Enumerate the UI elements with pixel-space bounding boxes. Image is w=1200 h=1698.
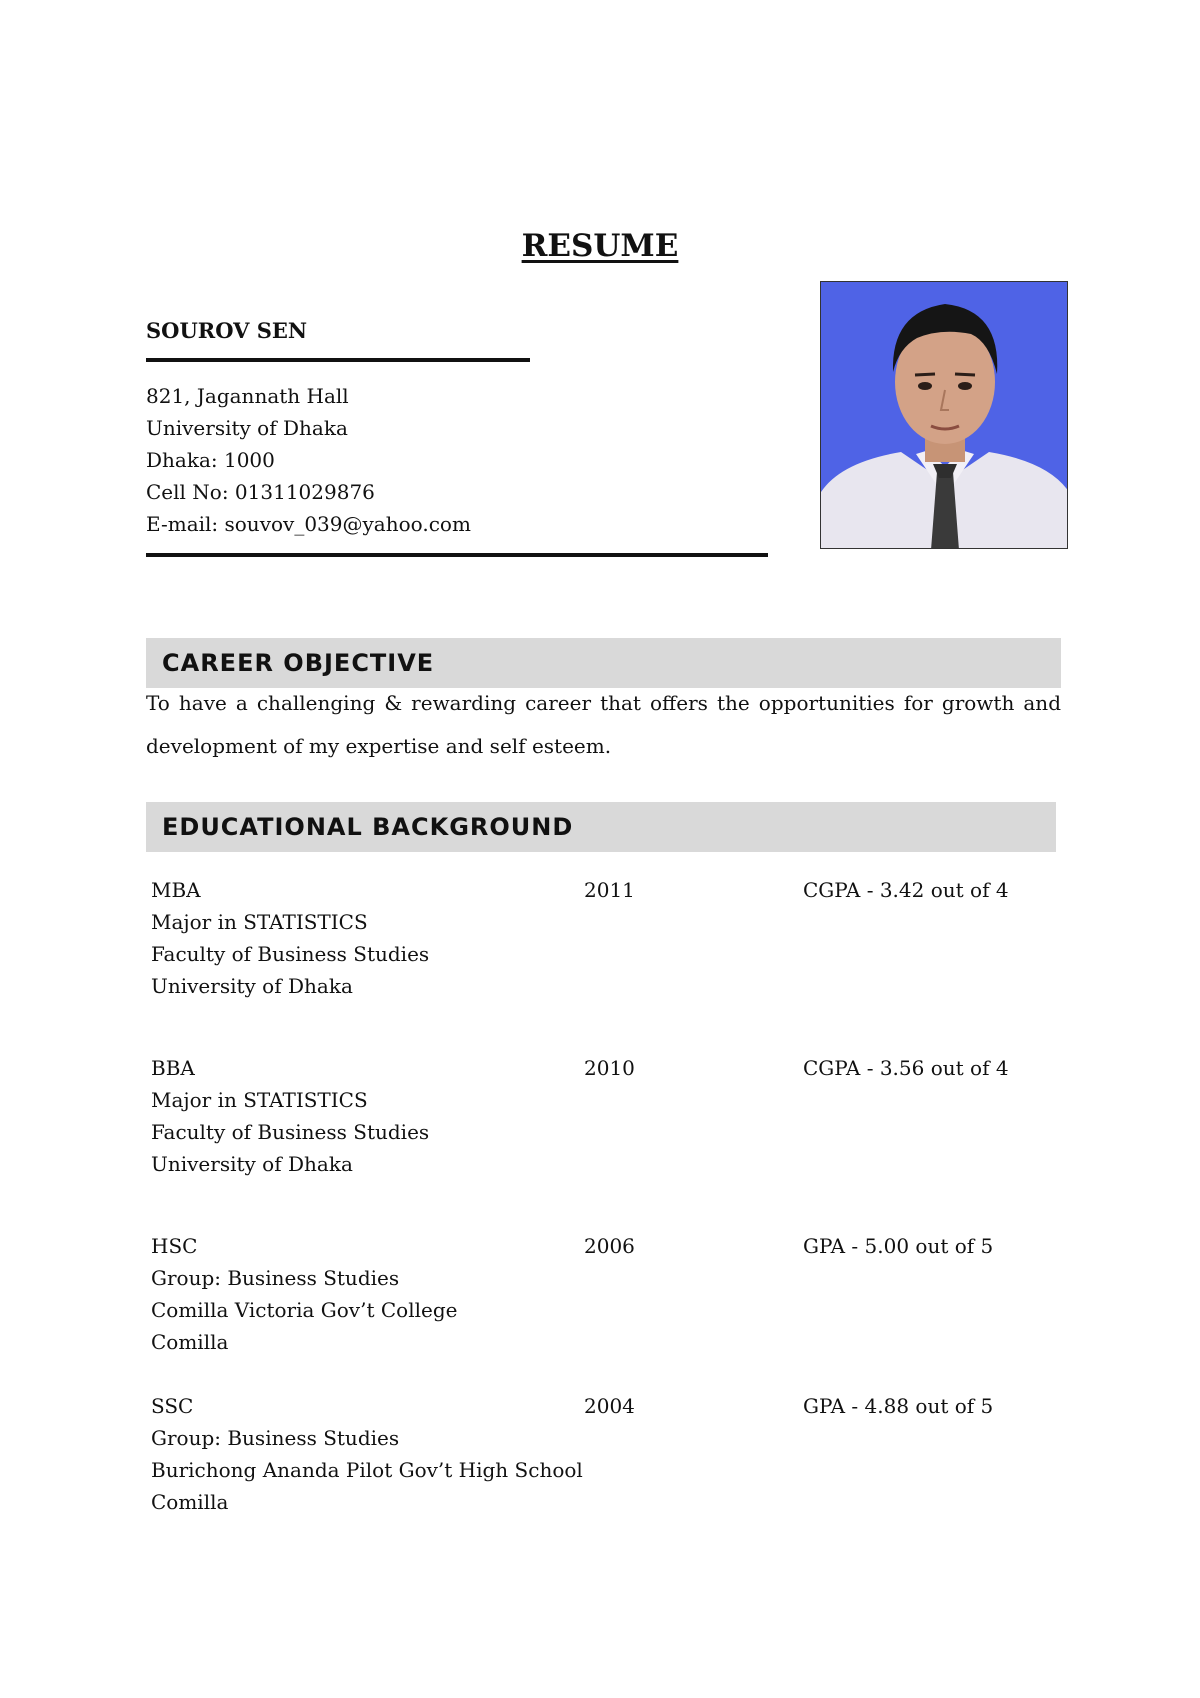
resume-title: RESUME [521, 228, 679, 264]
section-heading: EDUCATIONAL BACKGROUND [162, 813, 574, 841]
degree-detail: Burichong Ananda Pilot Gov’t High School [151, 1458, 583, 1482]
name-underline [146, 358, 530, 362]
career-objective-header [146, 638, 1061, 688]
degree-result: GPA - 4.88 out of 5 [803, 1394, 994, 1418]
degree-title: BBA [151, 1056, 195, 1080]
profile-photo [820, 281, 1068, 549]
phone-line: Cell No: 01311029876 [146, 480, 375, 504]
degree-detail: University of Dhaka [151, 974, 353, 998]
degree-title: SSC [151, 1394, 194, 1418]
candidate-name: SOUROV SEN [146, 318, 308, 343]
contact-block [146, 380, 471, 540]
degree-detail: Faculty of Business Studies [151, 942, 430, 966]
degree-year: 2011 [584, 878, 635, 902]
portrait-image [821, 282, 1068, 549]
degree-year: 2010 [584, 1056, 635, 1080]
degree-detail: Group: Business Studies [151, 1266, 400, 1290]
degree-result: CGPA - 3.56 out of 4 [803, 1056, 1009, 1080]
degree-block [151, 1052, 429, 1180]
address-line: University of Dhaka [146, 416, 348, 440]
degree-detail: Comilla [151, 1490, 229, 1514]
degree-result: GPA - 5.00 out of 5 [803, 1234, 994, 1258]
degree-detail: Group: Business Studies [151, 1426, 400, 1450]
degree-detail: Major in STATISTICS [151, 1088, 368, 1112]
degree-title: HSC [151, 1234, 198, 1258]
degree-title: MBA [151, 878, 201, 902]
objective-line: To have a challenging & rewarding career that offers the opportunities for growth and [146, 691, 1061, 715]
degree-year: 2006 [584, 1234, 635, 1258]
objective-line: development of my expertise and self esteem. [146, 734, 612, 758]
education-header [146, 802, 1056, 852]
degree-detail: Comilla Victoria Gov’t College [151, 1298, 458, 1322]
degree-detail: Major in STATISTICS [151, 910, 368, 934]
career-objective-text [146, 682, 1061, 768]
degree-block [151, 1230, 457, 1358]
degree-detail: University of Dhaka [151, 1152, 353, 1176]
degree-block [151, 1390, 583, 1518]
email-line: E-mail: souvov_039@yahoo.com [146, 512, 471, 536]
contact-divider [146, 553, 768, 557]
address-line: 821, Jagannath Hall [146, 384, 349, 408]
degree-detail: Comilla [151, 1330, 229, 1354]
degree-block [151, 874, 429, 1002]
address-line: Dhaka: 1000 [146, 448, 275, 472]
degree-year: 2004 [584, 1394, 635, 1418]
section-heading: CAREER OBJECTIVE [162, 649, 435, 677]
degree-detail: Faculty of Business Studies [151, 1120, 430, 1144]
degree-result: CGPA - 3.42 out of 4 [803, 878, 1009, 902]
